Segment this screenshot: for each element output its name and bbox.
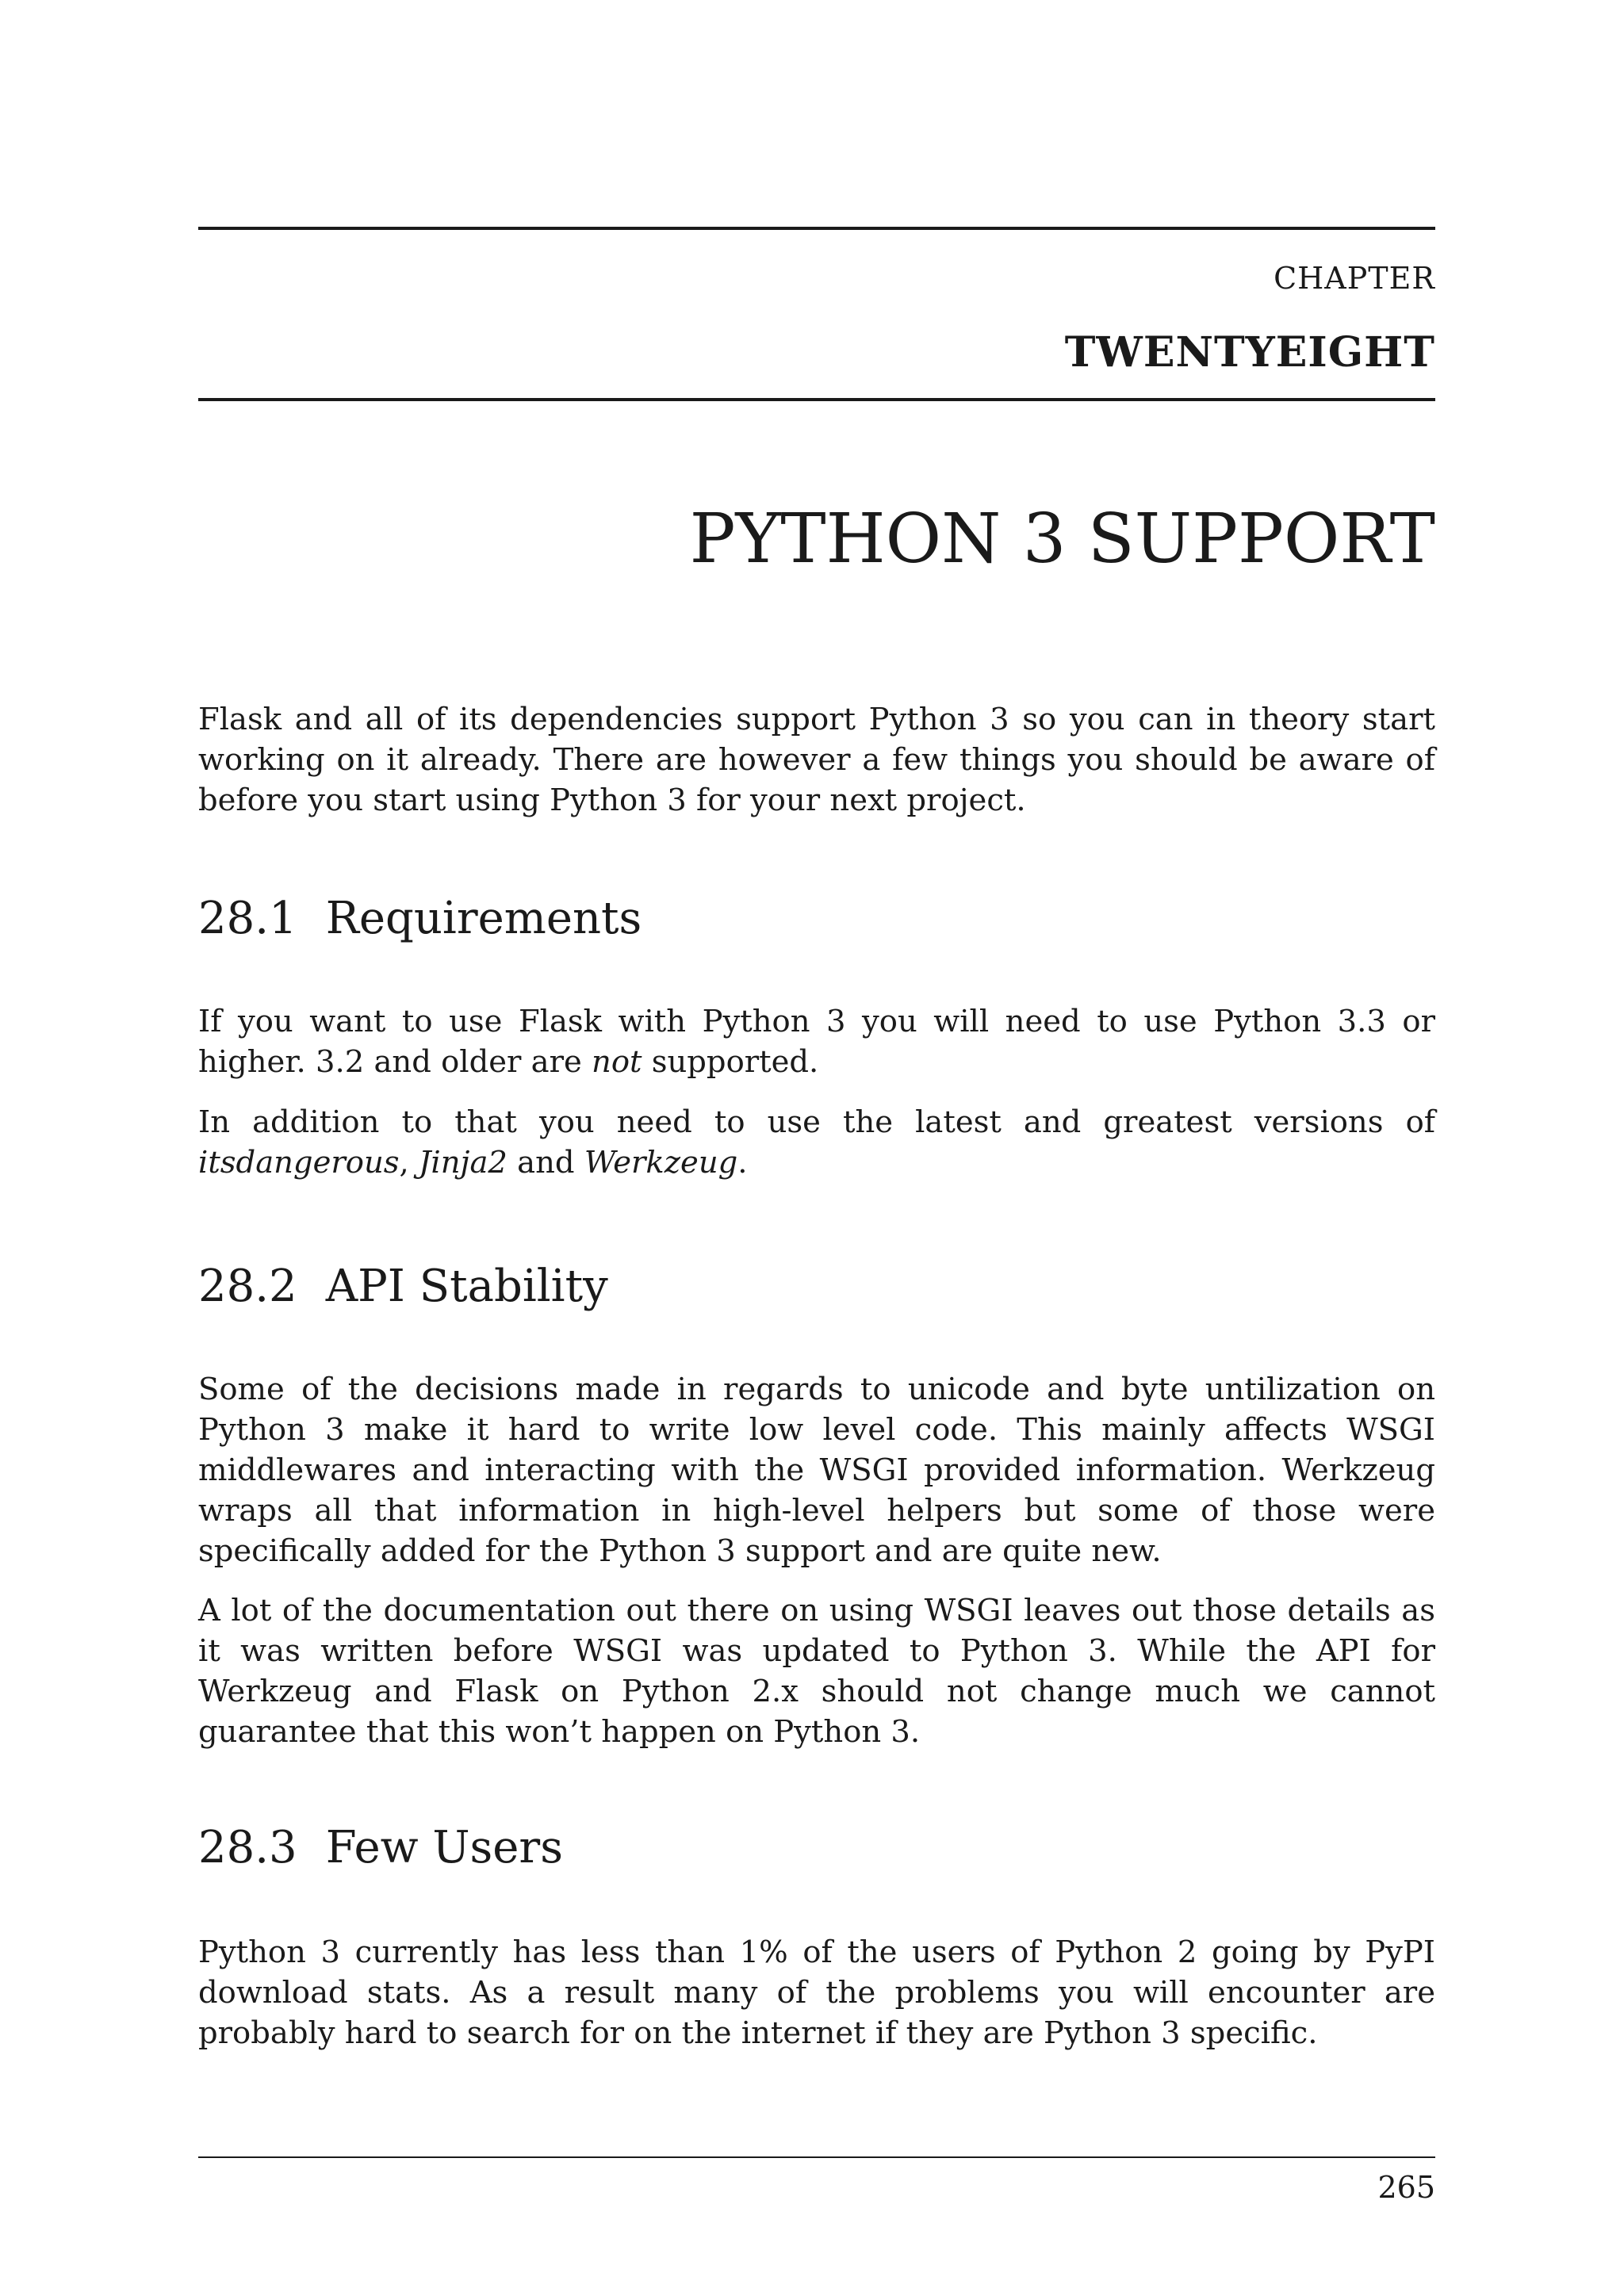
section-heading-few-users bbox=[198, 1820, 563, 1876]
chapter-top-rule bbox=[198, 227, 1435, 230]
section-number: 28.3 bbox=[198, 1822, 297, 1873]
section-number: 28.1 bbox=[198, 893, 297, 944]
requirements-paragraph-1: If you want to use Flask with Python 3 you will need to use Python 3.3 or higher. 3.2 and older are not supported. bbox=[198, 1004, 1435, 1080]
emphasis-not: not bbox=[592, 1044, 642, 1080]
chapter-label: CHAPTER bbox=[1274, 261, 1435, 296]
book-page bbox=[198, 0, 1435, 2296]
section-heading-api-stability bbox=[198, 1259, 608, 1314]
footer-rule bbox=[198, 2156, 1435, 2158]
chapter-title: PYTHON 3 SUPPORT bbox=[689, 499, 1435, 579]
chapter-number: TWENTYEIGHT bbox=[1064, 328, 1435, 377]
package-jinja2: Jinja2 bbox=[419, 1145, 508, 1181]
section-number: 28.2 bbox=[198, 1261, 297, 1312]
page-number: 265 bbox=[1377, 2170, 1435, 2205]
chapter-bottom-rule bbox=[198, 398, 1435, 401]
package-werkzeug: Werkzeug bbox=[584, 1145, 738, 1181]
package-itsdangerous: itsdangerous bbox=[198, 1145, 400, 1181]
section-title: Few Users bbox=[325, 1822, 563, 1873]
section-title: Requirements bbox=[325, 893, 642, 944]
intro-paragraph: Flask and all of its dependencies support Python 3 so you can in theory start working on it already. There are however a few things you should be aware of before you start using Python 3 for your next project. bbox=[198, 702, 1435, 818]
requirements-paragraph-2: In addition to that you need to use the latest and greatest versions of itsdangerous, Jinja2 and Werkzeug. bbox=[198, 1104, 1435, 1181]
section-title: API Stability bbox=[325, 1261, 608, 1312]
section-heading-requirements bbox=[198, 891, 642, 947]
api-stability-paragraph-2: A lot of the documentation out there on using WSGI leaves out those details as it was written before WSGI was updated to Python 3. While the API for Werkzeug and Flask on Python 2.x should not change much we cannot guarantee that this won’t happen on Python 3. bbox=[198, 1593, 1435, 1750]
few-users-paragraph-1: Python 3 currently has less than 1% of the users of Python 2 going by PyPI download stats. As a result many of the problems you will encounter are probably hard to search for on the internet if they are Python 3 specific. bbox=[198, 1934, 1435, 2051]
api-stability-paragraph-1: Some of the decisions made in regards to unicode and byte untilization on Python 3 make it hard to write low level code. This mainly affects WSGI middlewares and interacting with the WSGI provided information. Werkzeug wraps all that information in high-level helpers but some of those were specifically added for the Python 3 support and are quite new. bbox=[198, 1372, 1435, 1569]
